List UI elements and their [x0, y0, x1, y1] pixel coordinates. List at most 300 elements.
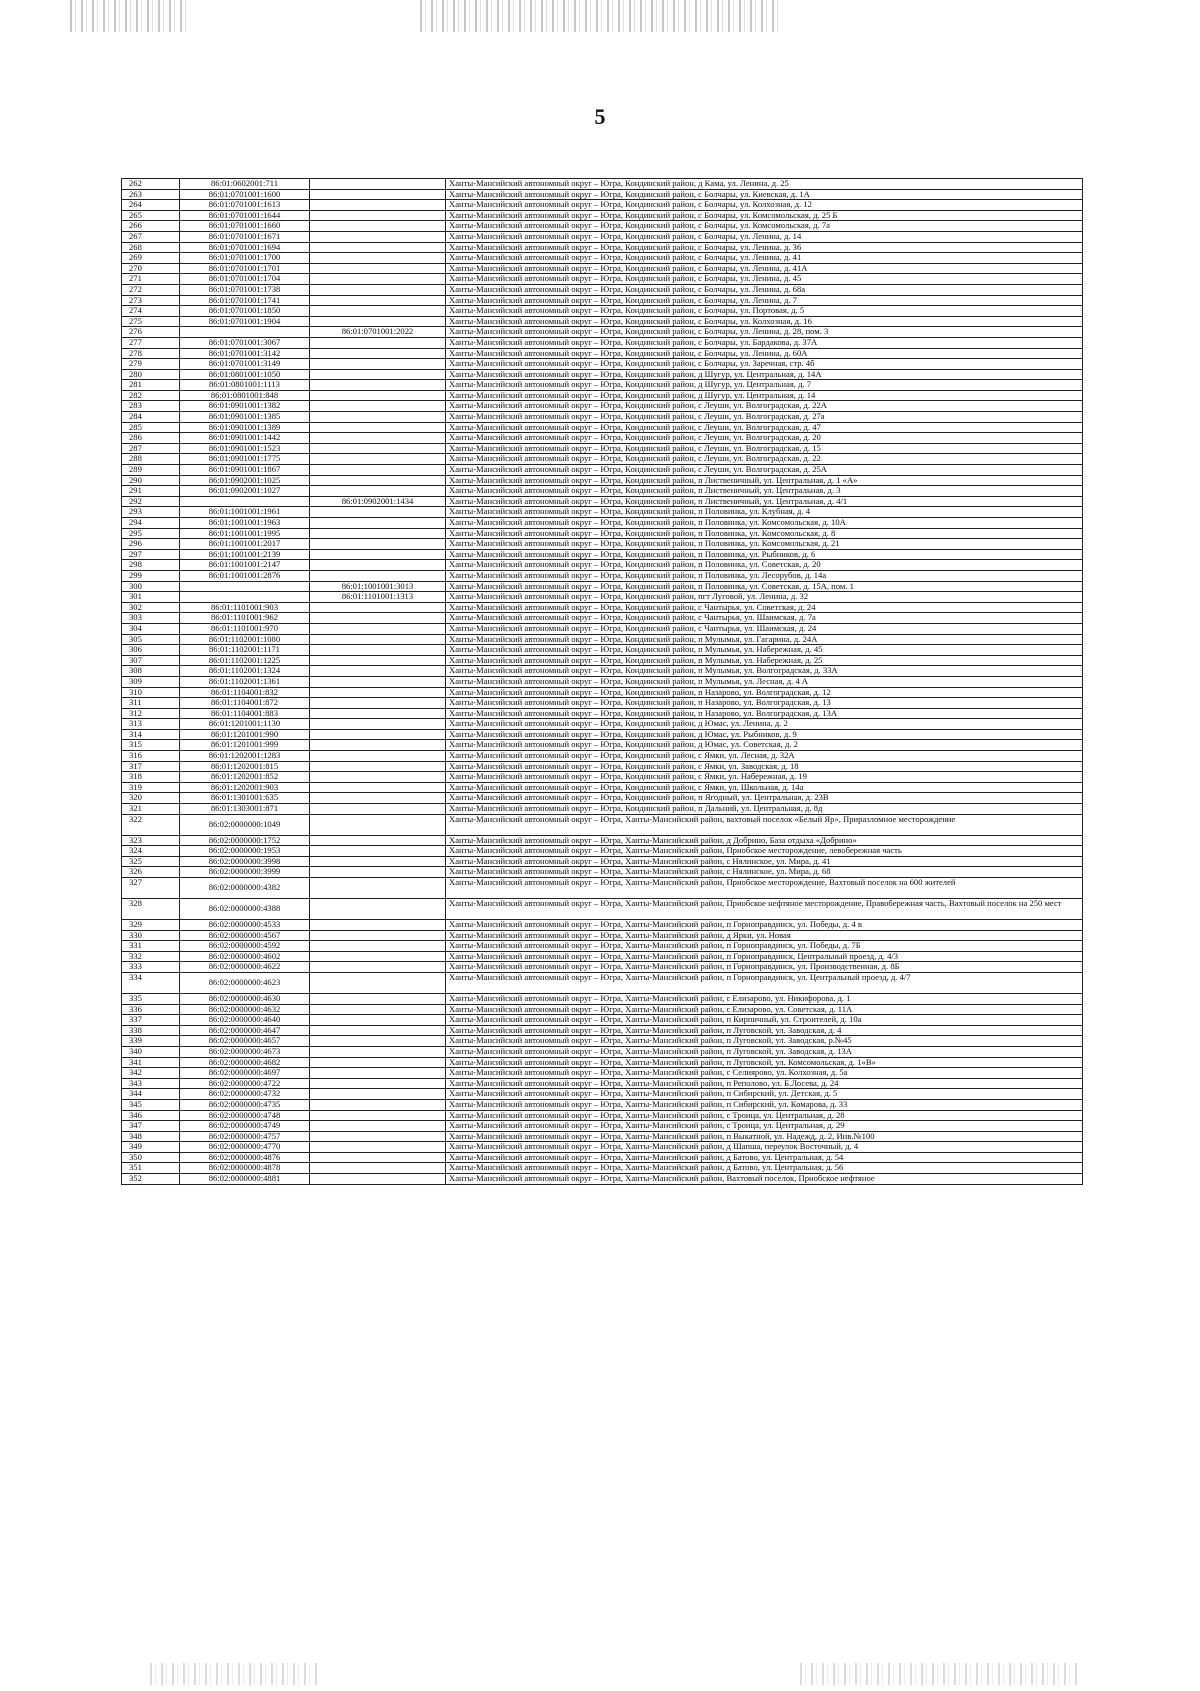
- row-number: 287: [122, 443, 180, 454]
- room-cadastral-number: [310, 539, 446, 550]
- address: Ханты-Мансийский автономный округ – Югра, Кондинский район, п Половинка, ул. Комсомольская, д. 8: [446, 528, 1083, 539]
- room-cadastral-number: [310, 316, 446, 327]
- room-cadastral-number: [310, 1174, 446, 1185]
- table-row: [122, 1004, 1083, 1015]
- table-row: [122, 676, 1083, 687]
- room-cadastral-number: [310, 920, 446, 931]
- row-number: 348: [122, 1131, 180, 1142]
- room-cadastral-number: [310, 518, 446, 529]
- room-cadastral-number: [310, 401, 446, 412]
- row-number: 310: [122, 687, 180, 698]
- table-row: [122, 549, 1083, 560]
- room-cadastral-number: [310, 1004, 446, 1015]
- room-cadastral-number: [310, 666, 446, 677]
- address: Ханты-Мансийский автономный округ – Югра, Кондинский район, с Леуши, ул. Волгоградская, д. 15: [446, 443, 1083, 454]
- address: Ханты-Мансийский автономный округ – Югра, Ханты-Мансийский район, Приобское месторождение, левобережная часть: [446, 846, 1083, 857]
- cadastral-number: 86:02:0000000:4735: [180, 1099, 310, 1110]
- row-number: 349: [122, 1142, 180, 1153]
- cadastral-number: 86:01:1001001:1961: [180, 507, 310, 518]
- row-number: 342: [122, 1068, 180, 1079]
- row-number: 326: [122, 867, 180, 878]
- room-cadastral-number: 86:01:0902001:1434: [310, 496, 446, 507]
- cadastral-number: 86:01:1001001:2139: [180, 549, 310, 560]
- cadastral-number: [180, 581, 310, 592]
- room-cadastral-number: 86:01:1001001:3013: [310, 581, 446, 592]
- table-row: [122, 613, 1083, 624]
- table-row: [122, 878, 1083, 899]
- cadastral-number: 86:02:0000000:4640: [180, 1015, 310, 1026]
- cadastral-number: 86:02:0000000:3998: [180, 856, 310, 867]
- cadastral-number: 86:02:0000000:4878: [180, 1163, 310, 1174]
- address: Ханты-Мансийский автономный округ – Югра, Кондинский район, п Назарово, ул. Волгоградская, д. 12: [446, 687, 1083, 698]
- cadastral-number: 86:01:1201001:999: [180, 740, 310, 751]
- cadastral-number: 86:01:1102001:1324: [180, 666, 310, 677]
- table-row: [122, 899, 1083, 920]
- table-row: [122, 560, 1083, 571]
- address: Ханты-Мансийский автономный округ – Югра, Кондинский район, с Болчары, ул. Ленина, д. 14: [446, 231, 1083, 242]
- cadastral-number: 86:01:0801001:1050: [180, 369, 310, 380]
- row-number: 279: [122, 359, 180, 370]
- row-number: 306: [122, 645, 180, 656]
- table-row: [122, 475, 1083, 486]
- cadastral-number: 86:01:1001001:1963: [180, 518, 310, 529]
- row-number: 341: [122, 1057, 180, 1068]
- cadastral-number: 86:02:0000000:4876: [180, 1152, 310, 1163]
- cadastral-number: 86:01:0701001:1600: [180, 189, 310, 200]
- room-cadastral-number: [310, 306, 446, 317]
- address: Ханты-Мансийский автономный округ – Югра, Кондинский район, с Чантырья, ул. Шаимская, д. 24: [446, 623, 1083, 634]
- row-number: 268: [122, 242, 180, 253]
- table-row: [122, 856, 1083, 867]
- cadastral-number: 86:01:0901001:1523: [180, 443, 310, 454]
- room-cadastral-number: [310, 1089, 446, 1100]
- row-number: 263: [122, 189, 180, 200]
- cadastral-number: 86:02:0000000:1752: [180, 835, 310, 846]
- room-cadastral-number: [310, 1057, 446, 1068]
- cadastral-number: 86:01:0602001:711: [180, 179, 310, 190]
- row-number: 295: [122, 528, 180, 539]
- address: Ханты-Мансийский автономный округ – Югра, Ханты-Мансийский район, д Ярки, ул. Новая: [446, 930, 1083, 941]
- room-cadastral-number: [310, 623, 446, 634]
- cadastral-number: [180, 496, 310, 507]
- cadastral-number: 86:02:0000000:4749: [180, 1121, 310, 1132]
- address: Ханты-Мансийский автономный округ – Югра, Ханты-Мансийский район, п Горноправдинск, ул. Центральный проезд, д. 4/7: [446, 972, 1083, 993]
- address: Ханты-Мансийский автономный округ – Югра, Кондинский район, с Леуши, ул. Волгоградская, д. 22А: [446, 401, 1083, 412]
- cadastral-number: 86:01:1104001:832: [180, 687, 310, 698]
- address: Ханты-Мансийский автономный округ – Югра, Кондинский район, с Болчары, ул. Заречная, стр. 4б: [446, 359, 1083, 370]
- cadastral-number: 86:01:0701001:3142: [180, 348, 310, 359]
- row-number: 350: [122, 1152, 180, 1163]
- cadastral-number: 86:02:0000000:4592: [180, 941, 310, 952]
- address: Ханты-Мансийский автономный округ – Югра, Кондинский район, с Болчары, ул. Ленина, д. 28, пом. 3: [446, 327, 1083, 338]
- cadastral-number: 86:02:0000000:4657: [180, 1036, 310, 1047]
- address: Ханты-Мансийский автономный округ – Югра, Кондинский район, п Ягодный, ул. Центральная, д. 23В: [446, 793, 1083, 804]
- address: Ханты-Мансийский автономный округ – Югра, Кондинский район, п Мулымья, ул. Гагарина, д. 24А: [446, 634, 1083, 645]
- table-row: [122, 804, 1083, 815]
- cadastral-number: [180, 327, 310, 338]
- table-row: [122, 284, 1083, 295]
- address: Ханты-Мансийский автономный округ – Югра, Ханты-Мансийский район, Приобское нефтяное месторождение, Правобережная часть, Вахтовый поселок на 250 мест: [446, 899, 1083, 920]
- cadastral-number: 86:01:0701001:1704: [180, 274, 310, 285]
- address: Ханты-Мансийский автономный округ – Югра, Кондинский район, с Болчары, ул. Ленина, д. 7: [446, 295, 1083, 306]
- row-number: 318: [122, 772, 180, 783]
- cadastral-number: 86:02:0000000:4722: [180, 1078, 310, 1089]
- cadastral-number: 86:01:0801001:848: [180, 390, 310, 401]
- address: Ханты-Мансийский автономный округ – Югра, Ханты-Мансийский район, с Нялинское, ул. Мира, д. 68: [446, 867, 1083, 878]
- address: Ханты-Мансийский автономный округ – Югра, Ханты-Мансийский район, п Сибирский, ул. Детская, д. 5: [446, 1089, 1083, 1100]
- table-row: [122, 962, 1083, 973]
- table-row: [122, 951, 1083, 962]
- table-row: [122, 1089, 1083, 1100]
- row-number: 316: [122, 751, 180, 762]
- row-number: 292: [122, 496, 180, 507]
- row-number: 282: [122, 390, 180, 401]
- row-number: 315: [122, 740, 180, 751]
- row-number: 331: [122, 941, 180, 952]
- room-cadastral-number: [310, 1110, 446, 1121]
- address: Ханты-Мансийский автономный округ – Югра, Кондинский район, с Болчары, ул. Ленина, д. 60А: [446, 348, 1083, 359]
- row-number: 289: [122, 465, 180, 476]
- table-row: [122, 242, 1083, 253]
- row-number: 274: [122, 306, 180, 317]
- table-row: [122, 295, 1083, 306]
- row-number: 334: [122, 972, 180, 993]
- table-row: [122, 179, 1083, 190]
- room-cadastral-number: [310, 200, 446, 211]
- row-number: 294: [122, 518, 180, 529]
- row-number: 333: [122, 962, 180, 973]
- cadastral-number: 86:01:1102001:1361: [180, 676, 310, 687]
- room-cadastral-number: [310, 1046, 446, 1057]
- address: Ханты-Мансийский автономный округ – Югра, Кондинский район, п Половинка, ул. Рыбников, д. 6: [446, 549, 1083, 560]
- address: Ханты-Мансийский автономный округ – Югра, Кондинский район, п Половинка, ул. Клубная, д. 4: [446, 507, 1083, 518]
- cadastral-number: 86:02:0000000:1953: [180, 846, 310, 857]
- row-number: 284: [122, 412, 180, 423]
- room-cadastral-number: [310, 507, 446, 518]
- room-cadastral-number: [310, 676, 446, 687]
- table-row: [122, 210, 1083, 221]
- address: Ханты-Мансийский автономный округ – Югра, Кондинский район, с Болчары, ул. Ленина, д. 41: [446, 253, 1083, 264]
- cadastral-number: 86:02:0000000:4697: [180, 1068, 310, 1079]
- cadastral-number: 86:02:0000000:4630: [180, 993, 310, 1004]
- row-number: 320: [122, 793, 180, 804]
- row-number: 298: [122, 560, 180, 571]
- table-row: [122, 189, 1083, 200]
- room-cadastral-number: [310, 772, 446, 783]
- row-number: 346: [122, 1110, 180, 1121]
- address: Ханты-Мансийский автономный округ – Югра, Ханты-Мансийский район, Приобское месторождение, Вахтовый поселок на 600 жителей: [446, 878, 1083, 899]
- cadastral-number: 86:01:1101001:970: [180, 623, 310, 634]
- room-cadastral-number: [310, 740, 446, 751]
- room-cadastral-number: [310, 751, 446, 762]
- cadastral-number: 86:01:0701001:1671: [180, 231, 310, 242]
- cadastral-number: 86:02:0000000:4533: [180, 920, 310, 931]
- address: Ханты-Мансийский автономный округ – Югра, Кондинский район, д Шугур, ул. Центральная, д. 7: [446, 380, 1083, 391]
- room-cadastral-number: [310, 602, 446, 613]
- row-number: 336: [122, 1004, 180, 1015]
- address: Ханты-Мансийский автономный округ – Югра, Кондинский район, с Ямки, ул. Лесная, д. 32А: [446, 751, 1083, 762]
- address: Ханты-Мансийский автономный округ – Югра, Ханты-Мансийский район, с Елизарово, ул. Советская, д. 11А: [446, 1004, 1083, 1015]
- row-number: 281: [122, 380, 180, 391]
- address: Ханты-Мансийский автономный округ – Югра, Кондинский район, с Болчары, ул. Ленина, д. 41А: [446, 263, 1083, 274]
- table-row: [122, 1025, 1083, 1036]
- table-row: [122, 1142, 1083, 1153]
- row-number: 352: [122, 1174, 180, 1185]
- address: Ханты-Мансийский автономный округ – Югра, Ханты-Мансийский район, п Луговской, ул. Заводская, д. 13А: [446, 1046, 1083, 1057]
- scan-noise-bottom: [150, 1663, 320, 1685]
- row-number: 308: [122, 666, 180, 677]
- table-row: [122, 1131, 1083, 1142]
- room-cadastral-number: [310, 613, 446, 624]
- cadastral-number: 86:02:0000000:3999: [180, 867, 310, 878]
- room-cadastral-number: [310, 941, 446, 952]
- address: Ханты-Мансийский автономный округ – Югра, Ханты-Мансийский район, п Горноправдинск, ул. Победы, д. 4 в: [446, 920, 1083, 931]
- row-number: 307: [122, 655, 180, 666]
- row-number: 262: [122, 179, 180, 190]
- cadastral-number: 86:01:1102001:1080: [180, 634, 310, 645]
- address: Ханты-Мансийский автономный округ – Югра, Кондинский район, д Шугур, ул. Центральная, д. 14: [446, 390, 1083, 401]
- address: Ханты-Мансийский автономный округ – Югра, Ханты-Мансийский район, п Луговской, ул. Комсомольская, д. 1«В»: [446, 1057, 1083, 1068]
- row-number: 319: [122, 782, 180, 793]
- address: Ханты-Мансийский автономный округ – Югра, Кондинский район, д Юмас, ул. Ленина, д. 2: [446, 719, 1083, 730]
- table-row: [122, 539, 1083, 550]
- row-number: 337: [122, 1015, 180, 1026]
- table-row: [122, 1015, 1083, 1026]
- table-row: [122, 327, 1083, 338]
- address: Ханты-Мансийский автономный округ – Югра, Кондинский район, п Лиственичный, ул. Центральная, д. 3: [446, 486, 1083, 497]
- row-number: 291: [122, 486, 180, 497]
- table-row: [122, 655, 1083, 666]
- cadastral-number: 86:01:1201001:990: [180, 729, 310, 740]
- table-row: [122, 1068, 1083, 1079]
- cadastral-number: 86:01:0701001:3149: [180, 359, 310, 370]
- address: Ханты-Мансийский автономный округ – Югра, Ханты-Мансийский район, д Шапша, переулок Восточный, д. 4: [446, 1142, 1083, 1153]
- table-row: [122, 496, 1083, 507]
- room-cadastral-number: [310, 1025, 446, 1036]
- table-row: [122, 454, 1083, 465]
- row-number: 302: [122, 602, 180, 613]
- cadastral-number: 86:02:0000000:1049: [180, 814, 310, 835]
- table-row: [122, 1163, 1083, 1174]
- room-cadastral-number: [310, 1099, 446, 1110]
- table-row: [122, 645, 1083, 656]
- room-cadastral-number: 86:01:1101001:1313: [310, 592, 446, 603]
- row-number: 264: [122, 200, 180, 211]
- table-row: [122, 772, 1083, 783]
- cadastral-number: 86:01:1001001:2876: [180, 570, 310, 581]
- row-number: 305: [122, 634, 180, 645]
- address: Ханты-Мансийский автономный округ – Югра, Кондинский район, п Мулымья, ул. Набережная, д. 25: [446, 655, 1083, 666]
- cadastral-number: 86:02:0000000:4748: [180, 1110, 310, 1121]
- address: Ханты-Мансийский автономный округ – Югра, Ханты-Мансийский район, п Выкатной, ул. Надежд, д. 2, Инв.№100: [446, 1131, 1083, 1142]
- table-row: [122, 1152, 1083, 1163]
- address: Ханты-Мансийский автономный округ – Югра, Кондинский район, п Половинка, ул. Советская, д. 15А, пом. 1: [446, 581, 1083, 592]
- table-row: [122, 602, 1083, 613]
- address: Ханты-Мансийский автономный округ – Югра, Ханты-Мансийский район, с Селиярово, ул. Колхозная, д. 5а: [446, 1068, 1083, 1079]
- row-number: 347: [122, 1121, 180, 1132]
- table-row: [122, 634, 1083, 645]
- room-cadastral-number: [310, 465, 446, 476]
- row-number: 340: [122, 1046, 180, 1057]
- cadastral-number: 86:01:0902001:1027: [180, 486, 310, 497]
- room-cadastral-number: [310, 560, 446, 571]
- room-cadastral-number: 86:01:0701001:2022: [310, 327, 446, 338]
- room-cadastral-number: [310, 962, 446, 973]
- row-number: 345: [122, 1099, 180, 1110]
- address: Ханты-Мансийский автономный округ – Югра, Ханты-Мансийский район, Вахтовый поселок, Приобское нефтяное: [446, 1174, 1083, 1185]
- address: Ханты-Мансийский автономный округ – Югра, Ханты-Мансийский район, п Сибирский, ул. Комарова, д. 33: [446, 1099, 1083, 1110]
- cadastral-number: 86:01:1301001:635: [180, 793, 310, 804]
- row-number: 335: [122, 993, 180, 1004]
- table-row: [122, 1174, 1083, 1185]
- row-number: 330: [122, 930, 180, 941]
- row-number: 323: [122, 835, 180, 846]
- cadastral-number: 86:01:1102001:1171: [180, 645, 310, 656]
- row-number: 299: [122, 570, 180, 581]
- table-row: [122, 993, 1083, 1004]
- cadastral-number: 86:01:1202001:1283: [180, 751, 310, 762]
- row-number: 267: [122, 231, 180, 242]
- room-cadastral-number: [310, 570, 446, 581]
- table-row: [122, 433, 1083, 444]
- room-cadastral-number: [310, 253, 446, 264]
- cadastral-number: 86:01:0701001:1741: [180, 295, 310, 306]
- table-row: [122, 930, 1083, 941]
- address: Ханты-Мансийский автономный округ – Югра, Кондинский район, д Шугур, ул. Центральная, д. 14А: [446, 369, 1083, 380]
- address: Ханты-Мансийский автономный округ – Югра, Кондинский район, п Лиственичный, ул. Центральная, д. 1 «А»: [446, 475, 1083, 486]
- cadastral-number: 86:01:1303001:871: [180, 804, 310, 815]
- room-cadastral-number: [310, 655, 446, 666]
- room-cadastral-number: [310, 475, 446, 486]
- table-row: [122, 835, 1083, 846]
- table-row: [122, 729, 1083, 740]
- table-row: [122, 1110, 1083, 1121]
- row-number: 314: [122, 729, 180, 740]
- row-number: 266: [122, 221, 180, 232]
- row-number: 283: [122, 401, 180, 412]
- room-cadastral-number: [310, 422, 446, 433]
- table-row: [122, 401, 1083, 412]
- row-number: 303: [122, 613, 180, 624]
- room-cadastral-number: [310, 337, 446, 348]
- row-number: 301: [122, 592, 180, 603]
- table-row: [122, 1057, 1083, 1068]
- table-row: [122, 528, 1083, 539]
- room-cadastral-number: [310, 390, 446, 401]
- table-row: [122, 1046, 1083, 1057]
- address: Ханты-Мансийский автономный округ – Югра, Кондинский район, с Чантырья, ул. Советская, д. 24: [446, 602, 1083, 613]
- cadastral-number: 86:01:1102001:1225: [180, 655, 310, 666]
- table-row: [122, 761, 1083, 772]
- room-cadastral-number: [310, 899, 446, 920]
- row-number: 351: [122, 1163, 180, 1174]
- row-number: 269: [122, 253, 180, 264]
- cadastral-number: 86:02:0000000:4388: [180, 899, 310, 920]
- table-row: [122, 422, 1083, 433]
- address: Ханты-Мансийский автономный округ – Югра, Кондинский район, п Мулымья, ул. Волгоградская, д. 33А: [446, 666, 1083, 677]
- cadastral-number: 86:02:0000000:4632: [180, 1004, 310, 1015]
- cadastral-number: 86:01:0701001:1644: [180, 210, 310, 221]
- table-row: [122, 793, 1083, 804]
- cadastral-number: 86:01:0701001:1850: [180, 306, 310, 317]
- cadastral-number: 86:01:0701001:3067: [180, 337, 310, 348]
- table-row: [122, 666, 1083, 677]
- address: Ханты-Мансийский автономный округ – Югра, Ханты-Мансийский район, п Луговской, ул. Заводская, д. 4: [446, 1025, 1083, 1036]
- row-number: 272: [122, 284, 180, 295]
- address: Ханты-Мансийский автономный округ – Югра, Кондинский район, с Болчары, ул. Колхозная, д. 16: [446, 316, 1083, 327]
- row-number: 277: [122, 337, 180, 348]
- table-row: [122, 920, 1083, 931]
- room-cadastral-number: [310, 930, 446, 941]
- room-cadastral-number: [310, 433, 446, 444]
- row-number: 288: [122, 454, 180, 465]
- cadastral-number: 86:02:0000000:4382: [180, 878, 310, 899]
- table-row: [122, 486, 1083, 497]
- table-row: [122, 369, 1083, 380]
- page-number: 5: [594, 104, 606, 129]
- row-number: 317: [122, 761, 180, 772]
- room-cadastral-number: [310, 369, 446, 380]
- room-cadastral-number: [310, 972, 446, 993]
- room-cadastral-number: [310, 761, 446, 772]
- row-number: 343: [122, 1078, 180, 1089]
- cadastral-number: 86:01:1001001:2147: [180, 560, 310, 571]
- room-cadastral-number: [310, 814, 446, 835]
- cadastral-number: 86:02:0000000:4623: [180, 972, 310, 993]
- room-cadastral-number: [310, 835, 446, 846]
- row-number: 324: [122, 846, 180, 857]
- room-cadastral-number: [310, 793, 446, 804]
- room-cadastral-number: [310, 856, 446, 867]
- table-row: [122, 708, 1083, 719]
- room-cadastral-number: [310, 348, 446, 359]
- table-row: [122, 231, 1083, 242]
- registry-table-body: [122, 179, 1083, 1185]
- address: Ханты-Мансийский автономный округ – Югра, Кондинский район, с Ямки, ул. Школьная, д. 14а: [446, 782, 1083, 793]
- address: Ханты-Мансийский автономный округ – Югра, Ханты-Мансийский район, п Луговской, ул. Заводская, р.№45: [446, 1036, 1083, 1047]
- address: Ханты-Мансийский автономный округ – Югра, Ханты-Мансийский район, п Реполово, ул. Б.Лосева, д. 24: [446, 1078, 1083, 1089]
- table-row: [122, 751, 1083, 762]
- row-number: 344: [122, 1089, 180, 1100]
- table-row: [122, 581, 1083, 592]
- room-cadastral-number: [310, 878, 446, 899]
- room-cadastral-number: [310, 634, 446, 645]
- room-cadastral-number: [310, 454, 446, 465]
- address: Ханты-Мансийский автономный округ – Югра, Кондинский район, с Болчары, ул. Комсомольская, д. 7а: [446, 221, 1083, 232]
- room-cadastral-number: [310, 359, 446, 370]
- table-row: [122, 698, 1083, 709]
- address: Ханты-Мансийский автономный округ – Югра, Кондинский район, п Назарово, ул. Волгоградская, д. 13: [446, 698, 1083, 709]
- room-cadastral-number: [310, 221, 446, 232]
- room-cadastral-number: [310, 412, 446, 423]
- table-row: [122, 1036, 1083, 1047]
- table-row: [122, 316, 1083, 327]
- room-cadastral-number: [310, 549, 446, 560]
- room-cadastral-number: [310, 708, 446, 719]
- address: Ханты-Мансийский автономный округ – Югра, Ханты-Мансийский район, д Батово, ул. Центральная, д. 56: [446, 1163, 1083, 1174]
- address: Ханты-Мансийский автономный округ – Югра, Кондинский район, с Ямки, ул. Заводская, д. 18: [446, 761, 1083, 772]
- room-cadastral-number: [310, 1142, 446, 1153]
- room-cadastral-number: [310, 242, 446, 253]
- table-row: [122, 518, 1083, 529]
- room-cadastral-number: [310, 486, 446, 497]
- table-row: [122, 1099, 1083, 1110]
- room-cadastral-number: [310, 274, 446, 285]
- table-row: [122, 941, 1083, 952]
- cadastral-number: 86:02:0000000:4622: [180, 962, 310, 973]
- table-row: [122, 412, 1083, 423]
- room-cadastral-number: [310, 804, 446, 815]
